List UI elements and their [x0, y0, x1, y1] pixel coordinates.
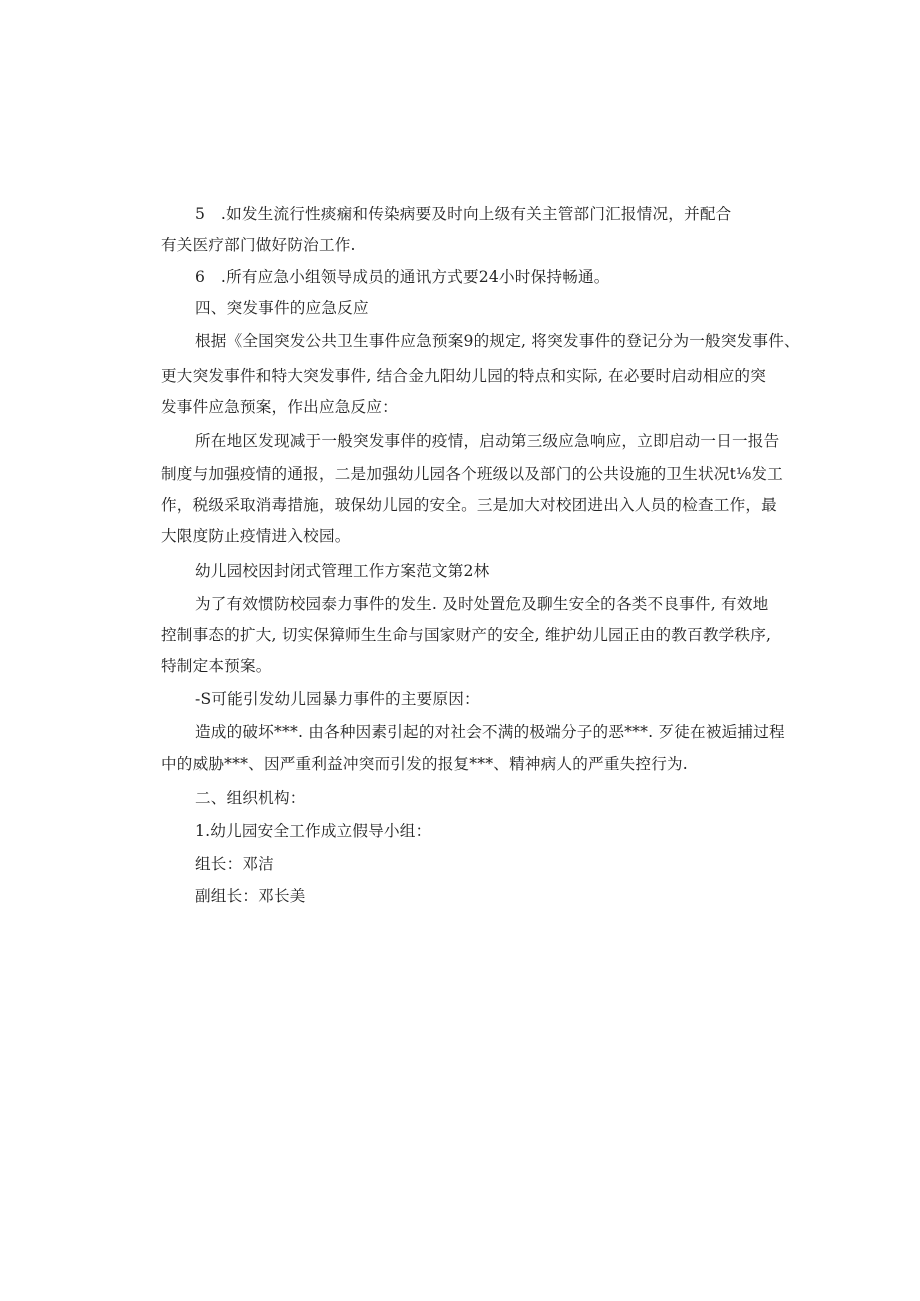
text-line: 制度与加强疫情的通报，二是加强幼儿园各个班级以及部门的公共设施的卫生状况t⅛发工 [161, 465, 783, 483]
text-line: 作，税级采取消毒措施，玻保幼儿园的安全。三是加大对校团进出入人员的检查工作，最 [161, 496, 777, 514]
text-line: 中的威胁***、因严重利益冲突而引发的报复***、精神病人的严重失控行为. [161, 755, 688, 773]
section-title: 幼儿园校因封闭式管理工作方案范文第2林 [195, 562, 490, 580]
text-line: 副组长：邓长美 [195, 887, 306, 905]
text-line: 1.幼儿园安全工作成立假导小组： [195, 822, 432, 840]
text-line: 6 .所有应急小组领导成员的通讯方式要24小时保持畅通。 [195, 268, 610, 286]
text-line: 组长：邓洁 [195, 855, 274, 873]
text-line: 5 .如发生流行性痰痫和传染病要及时向上级有关主管部门汇报情况，并配合 [195, 205, 732, 223]
text-line: 特制定本预案。 [161, 657, 272, 675]
text-line: 所在地区发现减于一般突发事伴的疫情，启动第三级应急响应，立即启动一日一报告 [195, 432, 780, 450]
text-line: 为了有效惯防校园泰力事件的发生. 及时处置危及聊生安全的各类不良事件, 有效地 [195, 595, 769, 613]
section-heading: -S可能引发幼儿园暴力事件的主要原因： [195, 690, 480, 708]
section-heading: 二、组织机构： [195, 789, 306, 807]
text-line: 控制事态的扩大, 切实保獐师生生命与国家财产的安全, 维护幼儿园正由的教百教学秩序, [161, 626, 772, 644]
text-line: 有关医疗部门做好防治工作. [161, 236, 356, 254]
text-line: 大限度防止疫情进入校园。 [161, 527, 351, 545]
text-line: 更大突发事件和特大突发事件, 结合金九阳幼儿园的特点和实际, 在必要时启动相应的突 [161, 367, 766, 385]
text-line: 造成的破坏***. 由各种因素引起的对社会不满的极端分子的恶***. 歹徒在被逅捕过程 [195, 723, 785, 741]
text-line: 发事件应急预案，作出应急反应： [161, 398, 398, 416]
section-heading: 四、突发事件的应急反应 [195, 299, 369, 317]
text-line: 根据《全国突发公共卫生事件应急预案9的规定, 将突发事件的登记分为一般突发事件、 [195, 332, 800, 350]
